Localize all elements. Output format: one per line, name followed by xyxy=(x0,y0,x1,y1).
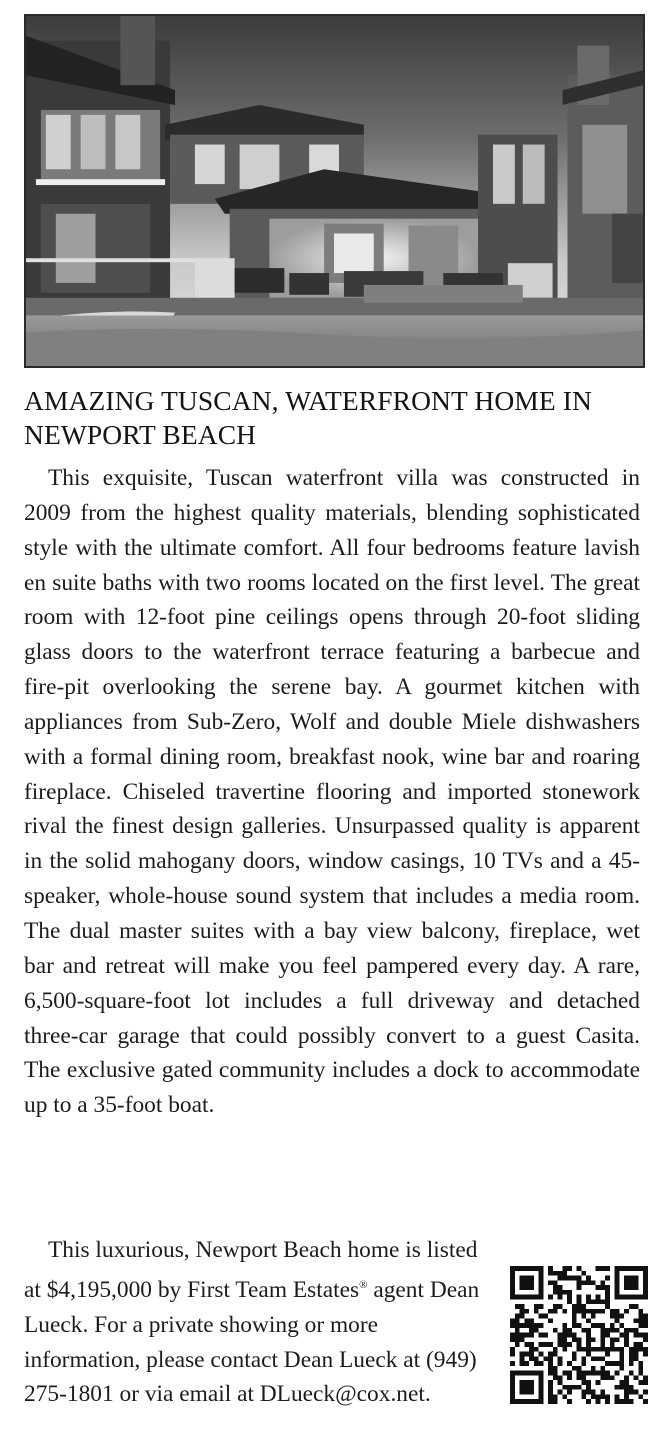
contact-text-part2: agent Dean Lueck. For a private showing or more information, please contact Dean Lueck at (949) 275-1801 or via email at DLueck@cox.net. xyxy=(24,1276,480,1408)
listing-description: This exquisite, Tuscan waterfront villa was constructed in 2009 from the highest quality materials, blending sophisticated style with the ultimate comfort. All four bedrooms feature lavish en suite baths with two rooms located on the first level. The great room with 12-foot pine ceilings opens through 20-foot sliding glass doors to the waterfront terrace featuring a barbecue and fire-pit overlooking the serene bay. A gourmet kitchen with appliances from Sub-Zero, Wolf and double Miele dishwashers with a formal dining room, breakfast nook, wine bar and roaring fireplace. Chiseled travertine flooring and imported stonework rival the finest design galleries. Unsurpassed quality is apparent in the solid mahogany doors, window casings, 10 TVs and a 45-speaker, whole-house sound system that includes a media room. The dual master suites with a bay view balcony, fireplace, wet bar and retreat will make you feel pampered every day. A rare, 6,500-square-foot lot includes a full driveway and detached three-car garage that could possibly convert to a guest Casita. The exclusive gated community includes a dock to accommodate up to a 35-foot boat. xyxy=(24,465,640,1119)
qr-code[interactable] xyxy=(510,1266,648,1404)
contact-text-part1: This luxurious, Newport Beach home is listed at $4,195,000 by First Team Estates xyxy=(24,1237,478,1303)
registered-mark: ® xyxy=(359,1278,368,1291)
listing-contact-paragraph xyxy=(24,1233,484,1412)
listing-headline: AMAZING TUSCAN, WATERFRONT HOME IN NEWPORT BEACH xyxy=(24,385,592,450)
listing-photo xyxy=(24,14,645,368)
